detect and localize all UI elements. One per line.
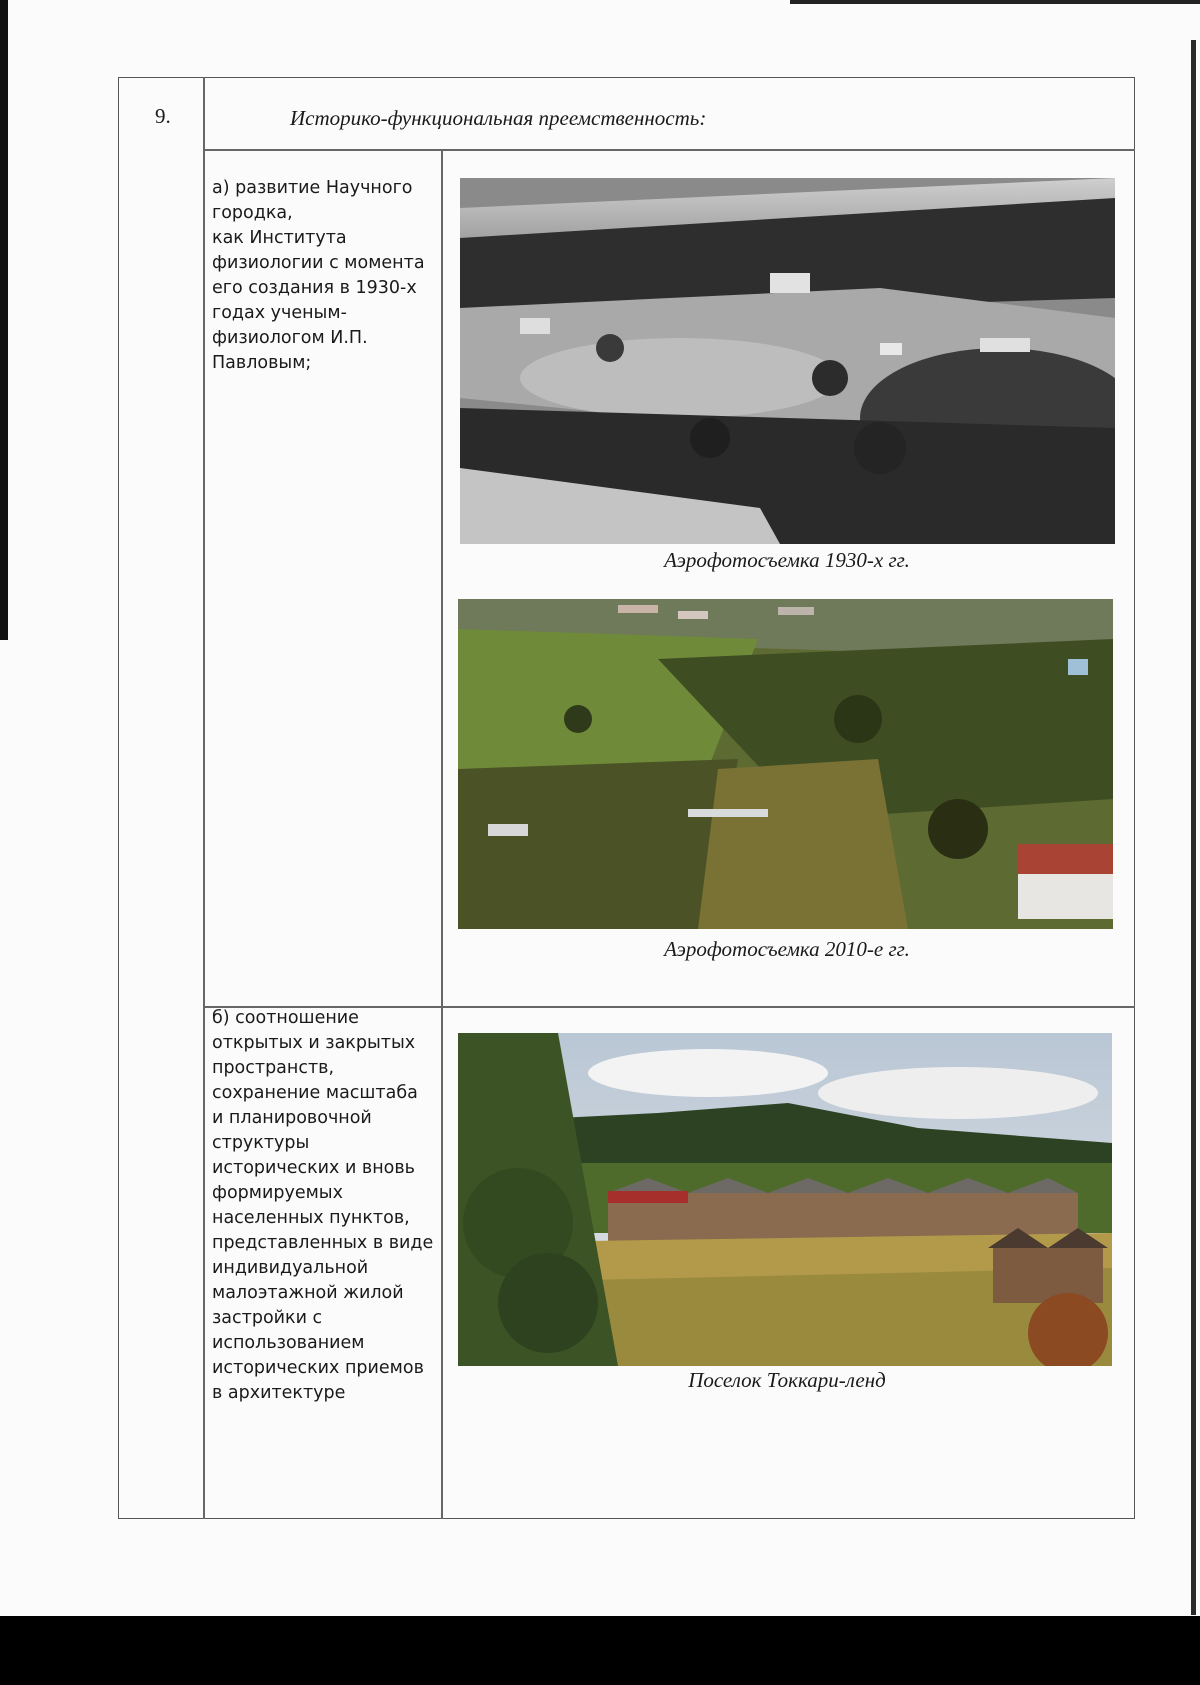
item-b-description: б) соотношение открытых и закрытых пространств, сохранение масштаба и планировочной структуры исторических и вновь формируемых населенных пунктов, представленных в виде индивидуальной малоэтажной жилой застройки с использованием исторических приемов в архитектуре (212, 1008, 434, 1403)
scan-right-edge (1191, 40, 1196, 1615)
scan-left-edge (0, 0, 8, 640)
photo-caption-1930s: Аэрофотосъемка 1930-х гг. (664, 548, 910, 572)
aerial-photo-2010s (458, 599, 1113, 929)
item-a-description: а) развитие Научного городка, как Института физиологии с момента его создания в 1930-х годах ученым- физиологом И.П. Павловым; (212, 178, 425, 373)
row-number: 9. (155, 104, 171, 128)
scan-top-rule (790, 0, 1200, 4)
aerial-photo-1930s (460, 178, 1115, 544)
photo-caption-village: Поселок Токкари-ленд (688, 1368, 886, 1392)
table-divider-num (203, 77, 205, 1519)
scan-bottom-bar (0, 1616, 1200, 1685)
table-divider-desc (441, 149, 443, 1519)
photo-caption-2010s: Аэрофотосъемка 2010-е гг. (664, 937, 910, 961)
section-title: Историко-функциональная преемственность: (290, 106, 707, 130)
village-photo (458, 1033, 1112, 1366)
table-divider-header (203, 149, 1135, 151)
